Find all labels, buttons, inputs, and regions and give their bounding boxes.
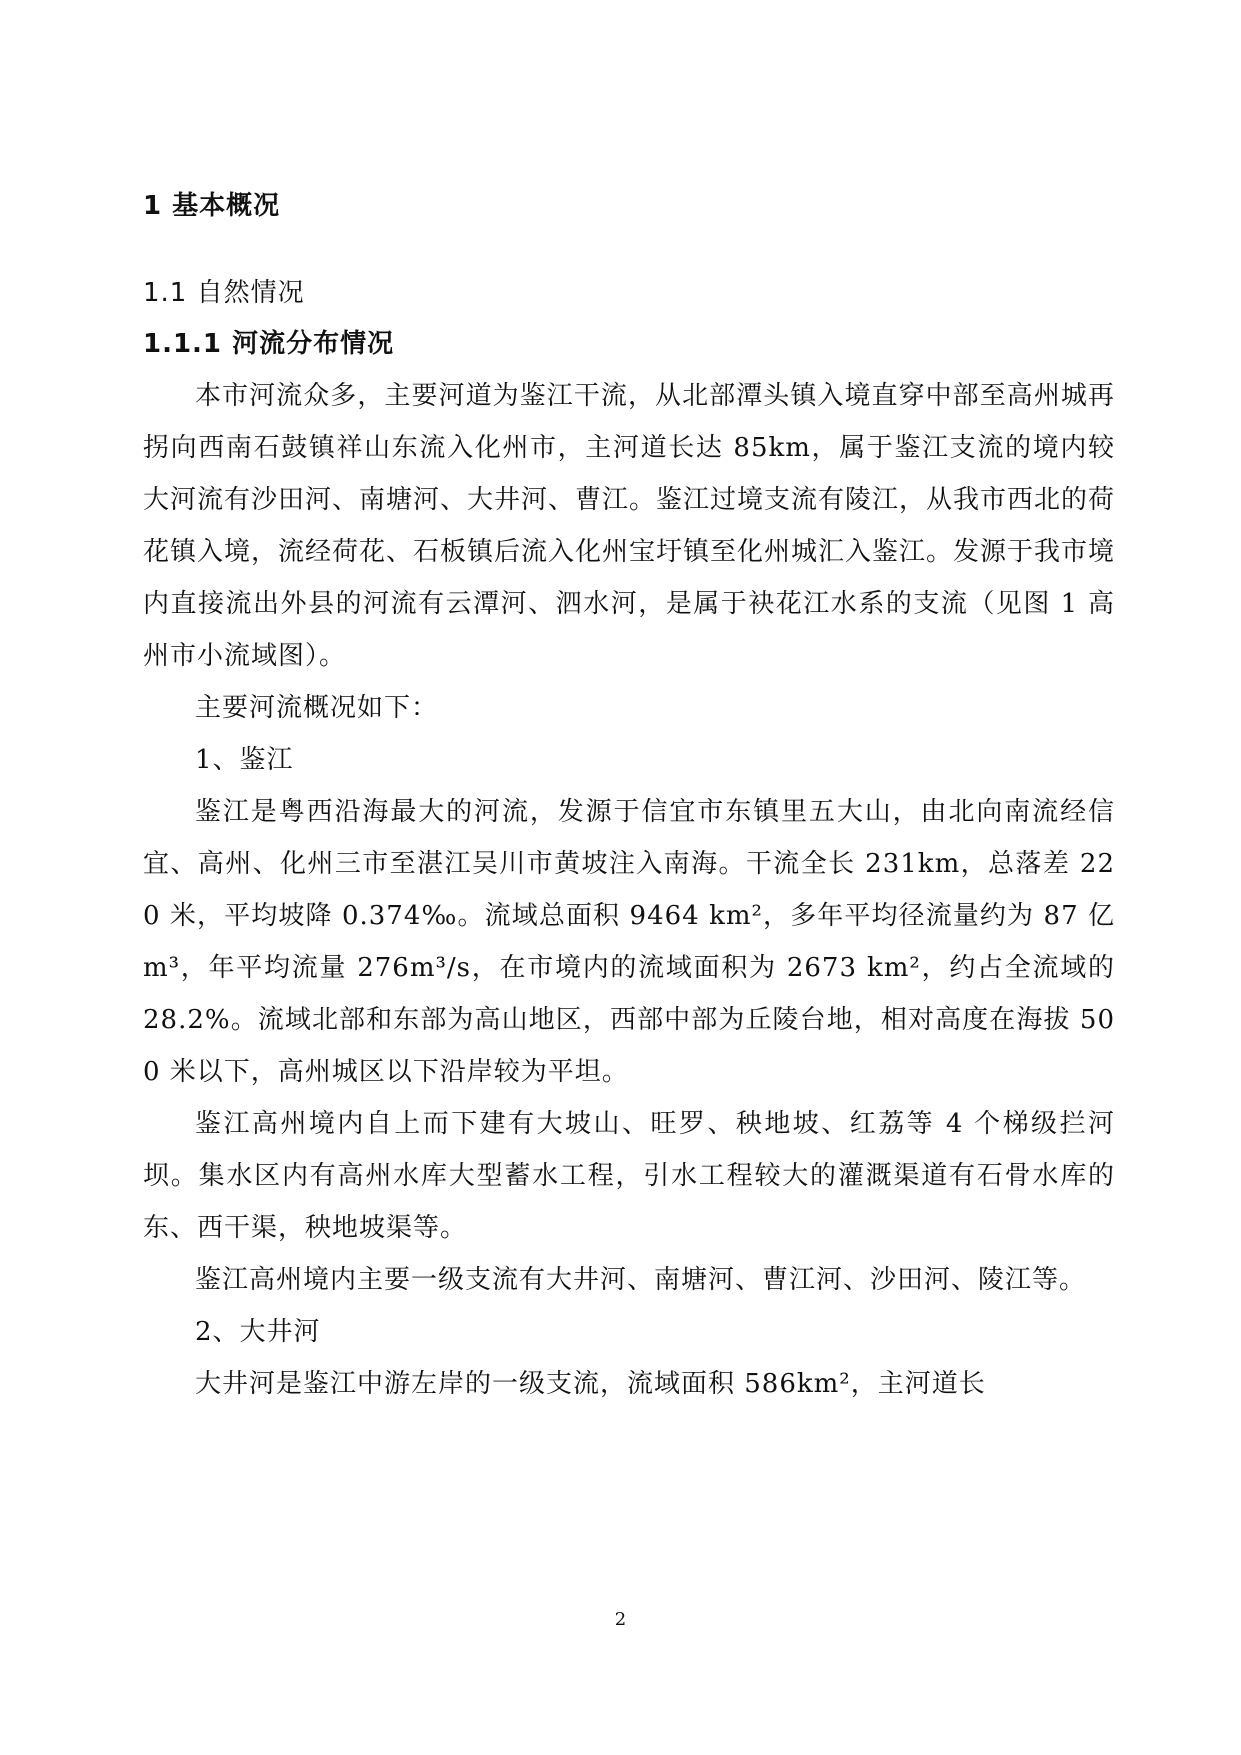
paragraph-jianjiang-tributaries: 鉴江高州境内主要一级支流有大井河、南塘河、曹江河、沙田河、陵江等。 xyxy=(195,1265,1087,1295)
paragraph-main-rivers-intro: 主要河流概况如下： xyxy=(195,693,439,723)
paragraph-river-distribution: 本市河流众多，主要河道为鉴江干流，从北部潭头镇入境直穿中部至高州城再拐向西南石鼓镇祥山东流入化州市，主河道长达 85km，属于鉴江支流的境内较大河流有沙田河、南塘河、大井河、曹江。鉴江过境支流有陵江，从我市西北的荷花镇入境，流经荷花、石板镇后流入化州宝圩镇至化州城汇入鉴江。发源于我市境内直接流出外县的河流有云潭河、泗水河，是属于袂花江水系的支流（见图 1 高州市小流域图）。 xyxy=(143,381,1116,671)
heading-level-3: 1.1.1 河流分布情况 xyxy=(143,329,395,359)
paragraph-dajinghe-overview: 大井河是鉴江中游左岸的一级支流，流域面积 586km²，主河道长 xyxy=(195,1369,986,1399)
heading-level-2: 1.1 自然情况 xyxy=(143,278,305,308)
paragraph-jianjiang-dams: 鉴江高州境内自上而下建有大坡山、旺罗、秧地坡、红荔等 4 个梯级拦河坝。集水区内有高州水库大型蓄水工程，引水工程较大的灌溉渠道有石骨水库的东、西干渠，秧地坡渠等。 xyxy=(143,1109,1115,1243)
paragraph-jianjiang-overview: 鉴江是粤西沿海最大的河流，发源于信宜市东镇里五大山，由北向南流经信宜、高州、化州三市至湛江吴川市黄坡注入南海。干流全长 231km，总落差 220 米，平均坡降 0.374‰。流域总面积 9464 km²，多年平均径流量约为 87 亿 m³，年平均流量 276m³/s，在市境内的流域面积为 2673 km²，约占全流域的 28.2%。流域北部和东部为高山地区，西部中部为丘陵台地，相对高度在海拔 500 米以下，高州城区以下沿岸较为平坦。 xyxy=(143,797,1115,1087)
item-heading-dajinghe: 2、大井河 xyxy=(195,1317,321,1347)
heading-level-1: 1 基本概况 xyxy=(143,191,281,221)
page-number: 2 xyxy=(614,1609,627,1630)
document-body xyxy=(143,180,1115,1410)
item-heading-jianjiang: 1、鉴江 xyxy=(195,745,294,775)
